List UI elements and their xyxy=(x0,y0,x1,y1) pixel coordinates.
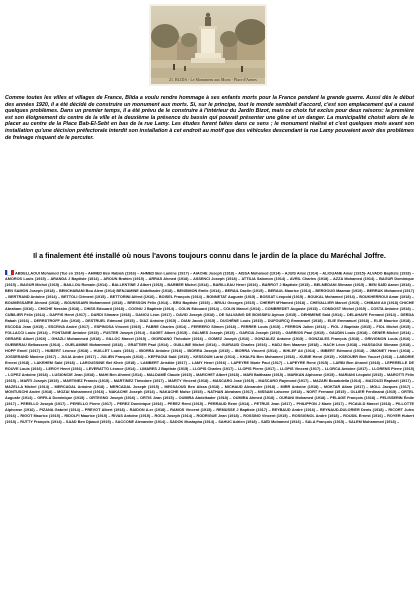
postcard-photo-frame xyxy=(149,4,267,86)
photo-caption: 21. BLIDA - Le Monument aux Morts - Place d'Armes xyxy=(169,77,257,82)
flag-red-stripe xyxy=(11,270,14,275)
monument-photo-drawing xyxy=(151,6,265,84)
names-list-box xyxy=(5,270,414,596)
names-list xyxy=(5,270,414,426)
monument-photo xyxy=(151,6,265,84)
final-location-note: Il a finalement été installé où nous l'avons toujours connu dans le jardin de la place du Maréchal Joffre. xyxy=(33,251,386,260)
names-text: ABDELLAOUI Mohamed (Tué en 1914) – AHMED Ben Rabiah (1916) – AHMED Ben Lamine (1917) – AIACHE Joseph (1918) – AISSA Mohamed (1914) – AJUIS Aimé (1914) – ALIOUANE Amar (1915)- ALVADO Baptiste (1918) – AMOROS Louis (1915) – ARANDA J Baptiste (1914) – AROUN Brahim (1915) – ARRAS Ahmed (1918) – ASSENCI Joseph (1918) – ATTILIA Salomon (1914) – AVRIL Charles (1918) – AZZA Mohamed (1914) – BAGUR Dominique (1915) – BAGUR Michel (1915) – BAILLOU Romain (1914) – BALLENTINE J Albert (1915) – BARBER Michel (1914) – BARILLEAU Henri (1916) – BARROT J Baptiste (1915) – BELMEDANI Slimane (1915) – BEN SAÏD Aaron (1918) – BEN SAMON Joseph (1918) – BENCHABANI Bou Alem (1914) BENJAMINE Abdelkader (1918) – BENSIMON Emile (1914) – BERAIL Daclin (1915) – BERAUL Maurice (1914) – BERGOUG Maamar (1919) – BERRAK Mohamed (1917) – BERTRAND Antoine (1914) – BETTOLI Clément (1915) – BETTORINI Alfred (1916) – BOISEL François (1914) – BONNETAT Auguste (1915) – BOSSAT Léopold (1915) – BOUKAL Mohamed (1914) – BOUKHERROUI Amar (1918) – BOUMESSAÏRE Ahmed (1918) – BOUNSSAIRI Mohammed (1918) – BRESSON Félix (1914) – BRU Baptiste (1915) – BRULI Georges (1915) – CHERIFI M'Hamed (1918) – CHEVALLIER Marcel (1915) – CHIBANI Ali (1918) CHICHE Abraham (1916) – CHICHE Nessim (1918) – CHISS Edouard (1918) – COGNU J Baptiste (1914) – COLIN Edouard (1914) – COLIN Marcel (1914) – COMBREDET Auguste (1915) – CONDOST Michel (1915) – COSTA Antoine (1918) – CUBILIER Félix (1914) – DAFFIS Henri (1917) – DARDI Slimane (1918) – DANCU Léon (1917) – DAVID Joseph (1918) – DE SALVAING DE BOISSIEU Aymon (1915) – DEHIMENE Saïd (1914) – DELAHAYE Fernand (1914) – DERDA Rabah (1916) – DERRSTROFF Alix (1916) – DESTRUEL Edmond (1915) – DIAZ Antoine (1915) – DIAN Jacob (1915) – DUCHÊNE Louis (1915) – DUFOURCQ Emmanuel (1918) – ELIE Emmanuel (1918) – ELIE Maurice (1918) – ESCODA Jean (1915) – ESCRIVA André (1917) – ESPINOSA Vincent (1915) – FABRE Charles (1914) – FERRERO Slimen (1918) – FERRER Louis (1915) – FERRON Julien (1914) – FIOL J Baptiste (1915) – FIOL Michel (1915) – FOLLACCI Louis (1914) – FONTAINE Antoine (1915) – FUSTER Joseph (1914) – GAGET Albert (1915) – GALMES Joseph (1915) – GARCIA Joseph (1915) – GARRIOS Paul (1915) – GAUDIN Louis (1918) – GENER Michel (1914) – GERARD Albert (1916) – GHAZLI Mohammed (1918) – GILLOC Marcel (1915) – GIORDANO Théodule (1916) – GOMEZ Joseph (1916) – GONZALEZ Antoine (1915) – GONZALES François (1918) – GRIVIGNON Louis (1916) – GUEBERAU Belkassem (1914) – GUELAMINE Mohammed (1918) – GRATTIER Paul (1914) – GUILLINE Michel (1914) – GUIRAUD Charles (1916) – HADJ Ben Maamer (1918) – HACH Léon (1918) – HASSAOUI Slimane (1918) – HOPP Emeil (1917) – HUBERT Léonce (1918) – HUILLET Louis (1914) – IBORRA Antoine (1916) – IBORRA Joseph (1915) – IBORRA Vincent (1914) – IKHLEF Ali (1914) – IMBERT Edmond (1918) – JIMONET Henri (1918) – JOSSERAND Maxime (1917) – JULIA André (1917) – JULIEN François (1916) – KEFFAOUI Saïd (1915) – KESSOUM Larbi (1914) – KHALFA Ben Mohamed (1918) – KUBIE Henri (1915) – KSEOUER Ben Youcef (1918) – LABORIE Ernest (1918) – LAKEHEM Saïd (1918) – LAROUSSINE Bel Kheir (1918) – LAMBERT Aristide (1917) – LAMY Henri (1916) – LAPEYRE Marie Paul (1917) – LAPEYRE René (1915) – LARBI Ben Ahmed (1918) – LEPERELLE DE ROUVE Louis (1916) – LEROY Henri (1916) – LEVERATTO Léonce (1914) – LIMARES J Baptiste (1915) – LLOPIS Charles (1917) – LLOPIS Pierre (1917) – LLOPIS Vincent (1917) – LLORCA Antoine (1917) – LLORENS Pierre (1915) – LOPEZ Antoine (1918) – LUSIONCIE Jean (1918) – MAHI Ben Ahmed (1914) – MALDAMÉ Claude (1915) – MARCHET Albert (1918) – MARI Balthazar (1915) – MARKAN Alphonse (1915) – MARIANI Léopold (1915) – MAROTTI Félix (1915) – MARTI Joseph (1915) – MARTINEZ Francis (1915) – MARTINEZ Théodore (1917) – MARTY Vincent (1918) – MASCARO José (1915) – MASCARO Raymond (1917) – MAZARI Bouabdella (1914) – MAZOUZI Raphaël (1917) – MAZELLA Michel (1914) – MERCADAL Antoine (1918) – MERCADAL Joseph (1915) – MESSAOUD Ben Aïssa (1918) – MICHAUD Alexandre (1918) – MIRR Antoine (1918) – MOKTAR Allam (1917) – MOLL Jacques (1917) – MONTUSCHI André (1918) – MOZAI Mohammed (1916) – NAKACHE Joseph (1914) – NAKACHE Moïse (1915) – NATHAN Abraham (1917) – NISSAM Lahcene (1918) – NORT Fernand (1915) – OLLIER Ferdinand (1915) – ORTEL Auguste (1914) – ORFILA Dominique (1915) – ORTEGNO Joseph (1916) – ORTIS Jean (1915) – OUMIRA Abdelkader (1918) – OUMIRA Ahmed (1918) – OURANI Mohamed (1918) – PELAGE François (1918) – PELISSERIN Émile (1917) – PERELLO Joseph (1917) – PERELLO Pierre (1917) – PEREZ Dominique (1916) – PEREZ Remi (1915) – PERRAUD René (1914) – PETRUS Jean (1917) – PHILIPPON J Marie (1917) – PICAULD Marcel (1918) – PILLOTTE Alphonse (1916) – PIZANA Gabriel (1914) – PREVOT Albert (1918) – RAIDON A.er (1918) – RAMOS Vincent (1915) – REMUSSE J Baptiste (1917) – REYBAUD André (1916) – REYNAUD-DULORIER Denis (1918) – RICORT Jules (1916) – RIGOT Mauricc (1915) – RIDOLFI Maurice (1915) – RIVAS Antoine (1915) – ROCA Joseph (1914) – RODRIGUE Jean (1918) – ROSSINO Vincent (1915) – ROSSIGNOL André (1918) – ROUDIL Ernest (1916) – ROYER Hubert (1918) – RUTTY François (1914) – SAAD Ben Djaoud (1915) – SACCONE Alexandre (1914) – SADOK Mustapha (1914) – SAHUC Adrien (1918) – SAÏD Mohamed (1916) – SALA François (1915) – SALEM Mohammed (1918) – xyxy=(5,271,414,425)
intro-paragraph: Comme toutes les villes et villages de France, Blida a voulu rendre hommage à ses enfants morts pour la France pendant la grande guerre. Aussi dès le début des années 1920, il a été décidé de construire un monument aux morts. Si, sur le principe, tout le monde semblait d'accord, c'est son emplacement qui a causé quelques problèmes. Dans un premier temps, il a été prévu de le construire à l'intérieur du Jardin Bizot, mais ce choix fut exclus pour deux raisons: la première est son éloignement du centre de la ville et la deuxième la présence du bassin qui pouvait présenter une gêne et un danger. La municipalité choisit alors de le placer au centre de la Place Bab-El-Sebt en bas de la rue Lamy. Les études furent faites dans ce sens ; le monument réalisé et c'est quelques mois avant son installation qu'une décision préfectorale interdit son installation à cet endroit au motif que des véhicules descendant la rue Lamy pouvaient avoir des problèmes de freinage risquant de le percuter. xyxy=(5,95,414,141)
french-flag-icon xyxy=(5,270,14,275)
